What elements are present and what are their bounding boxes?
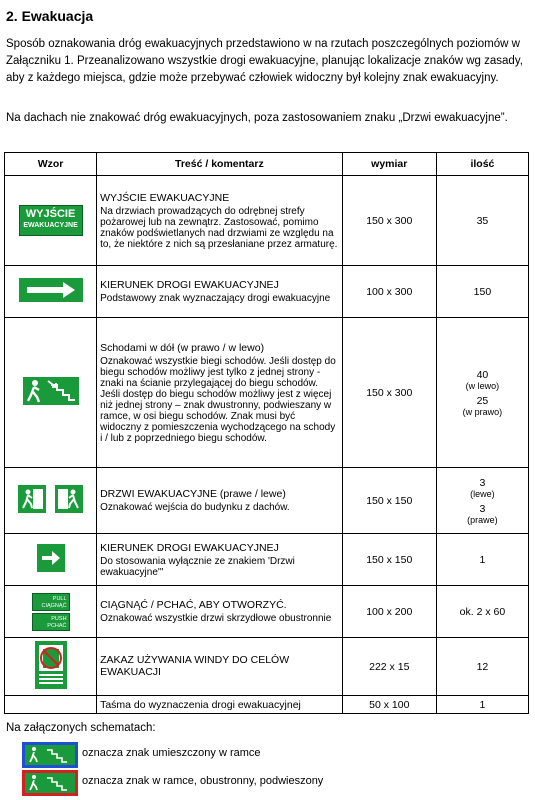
push-sign [32, 613, 70, 631]
no-elevator-sign-icon [35, 641, 67, 689]
row-qty-right-note: (prawe) [467, 514, 498, 525]
row-title: DRZWI EWAKUACYJNE (prawe / lewe) [100, 488, 286, 500]
row-size: 150 x 150 [342, 534, 436, 586]
arrow-right-sign-icon [19, 278, 83, 302]
row-qty: 35 [436, 176, 528, 266]
table-header-row [5, 153, 529, 176]
roof-paragraph: Na dachach nie znakować dróg ewakuacyjnych, poza zastosowaniem znaku „Drzwi ewakuacyjne”. [6, 112, 508, 124]
pull-sign-line2: CIĄGNĄĆ [41, 602, 67, 609]
table-row [5, 534, 529, 586]
signs-table [4, 152, 529, 714]
exit-door-left-icon [55, 485, 83, 513]
legend-item2-text: oznacza znak w ramce, obustronny, podwieszony [82, 775, 324, 787]
header-pattern: Wzor [5, 153, 97, 176]
row-size: 222 x 15 [342, 638, 436, 696]
pull-sign [32, 593, 70, 611]
push-sign-line1: PUSH [51, 615, 67, 622]
row-title: KIERUNEK DROGI EWAKUACYJNEJ [100, 279, 279, 291]
row-qty-left: 40 [476, 368, 489, 381]
row-title: KIERUNEK DROGI EWAKUACYJNEJ [100, 541, 279, 554]
row-size: 100 x 300 [342, 266, 436, 318]
exit-sign-line1: WYJŚCIE [25, 208, 76, 220]
pull-push-sign-icon [31, 593, 71, 631]
row-comment: Oznakować wejścia do budynku z dachów. [100, 502, 290, 513]
row-size: 150 x 300 [342, 318, 436, 468]
intro-paragraph: Sposób oznakowania dróg ewakuacyjnych przedstawiono w na rzutach poszczególnych poziomów w Załączniku 1. Przeanalizowano wszystkie drogi ewakuacyjne, planując lokalizacje znaków wg zasady, aby z każdego miejsca, gdzie może przebywać człowiek widoczny był kolejny znak ewakuacyjny. [6, 38, 523, 84]
row-size: 100 x 200 [342, 586, 436, 638]
table-row [5, 176, 529, 266]
table-row [5, 586, 529, 638]
exit-sign-line2: EWAKUACYJNE [23, 222, 78, 229]
row-title: WYJŚCIE EWAKUACYJNE [100, 191, 230, 204]
section-heading: 2. Ewakuacja [6, 8, 94, 24]
row-comment: Oznakować wszystkie drzwi skrzydłowe obustronnie [100, 613, 332, 624]
stairs-down-sign-icon [23, 377, 79, 405]
row-comment: Do stosowania wyłącznie ze znakiem 'Drzwi ewakuacyjne'" [100, 555, 295, 578]
row-comment: Na drzwiach prowadzących do odrębnej strefy pożarowej lub na zewnątrz. Zastosować, pomimo znaków podświetlanych nad drzwiami ze względu na to, że niektóre z nich są przesłaniane przez armaturę. [100, 205, 338, 250]
row-qty-right: 3 [479, 502, 486, 515]
row-qty-left: 3 [479, 476, 486, 489]
row-title: Taśma do wyznaczenia drogi ewakuacyjnej [100, 698, 301, 711]
table-row [5, 696, 529, 714]
row-comment: Podstawowy znak wyznaczający drogi ewakuacyjne [100, 293, 331, 304]
exit-sign-icon [19, 205, 83, 236]
header-quantity: ilość [436, 153, 528, 176]
row-qty-right-note: (w prawo) [462, 406, 503, 417]
row-qty: 150 [436, 266, 528, 318]
row-qty: 1 [436, 534, 528, 586]
push-sign-line2: PCHAĆ [47, 622, 67, 629]
row-qty: 1 [436, 696, 528, 714]
legend-intro: Na załączonych schematach: [6, 722, 156, 734]
legend-item1-text: oznacza znak umieszczony w ramce [82, 747, 261, 759]
row-size: 150 x 300 [342, 176, 436, 266]
header-size: wymiar [342, 153, 436, 176]
table-row [5, 638, 529, 696]
pull-sign-line1: PULL [52, 595, 67, 602]
row-title: CIĄGNĄĆ / PCHAĆ, ABY OTWORZYĆ. [100, 599, 287, 611]
arrow-right-square-icon [37, 544, 65, 572]
row-qty: ok. 2 x 60 [436, 586, 528, 638]
row-size: 150 x 150 [342, 468, 436, 534]
row-qty-right: 25 [476, 394, 489, 407]
table-row [5, 266, 529, 318]
row-qty-left-note: (w lewo) [465, 380, 500, 391]
row-qty: 12 [436, 638, 528, 696]
row-qty-left-note: (lewe) [470, 488, 495, 499]
header-content: Treść / komentarz [97, 153, 343, 176]
stairs-sign-icon [25, 745, 75, 765]
row-size: 50 x 100 [342, 696, 436, 714]
stairs-sign-icon [25, 773, 75, 793]
exit-door-right-icon [18, 485, 46, 513]
row-title: Schodami w dół (w prawo / w lewo) [100, 341, 265, 354]
table-row [5, 468, 529, 534]
row-comment: Oznakować wszystkie biegi schodów. Jeśli dostęp do biegu schodów możliwy jest tylko z jednej strony - znaki na ścianie przylegającej do biegu schodów. Jeśli dostęp do biegu schodów możliwy jest z więcej niż jednej strony – znak dwustronny, podwieszany w ramce, w osi biegu schodów. Znak musi być widoczny z pomieszczenia wychodzącego na schody i / lub z poprzedniego biegu schodów. [100, 355, 336, 444]
table-row [5, 318, 529, 468]
legend-framed-sign-icon [22, 742, 78, 768]
legend-double-sided-sign-icon [22, 770, 78, 796]
row-title: ZAKAZ UŻYWANIA WINDY DO CELÓW EWAKUACJI [100, 653, 290, 678]
